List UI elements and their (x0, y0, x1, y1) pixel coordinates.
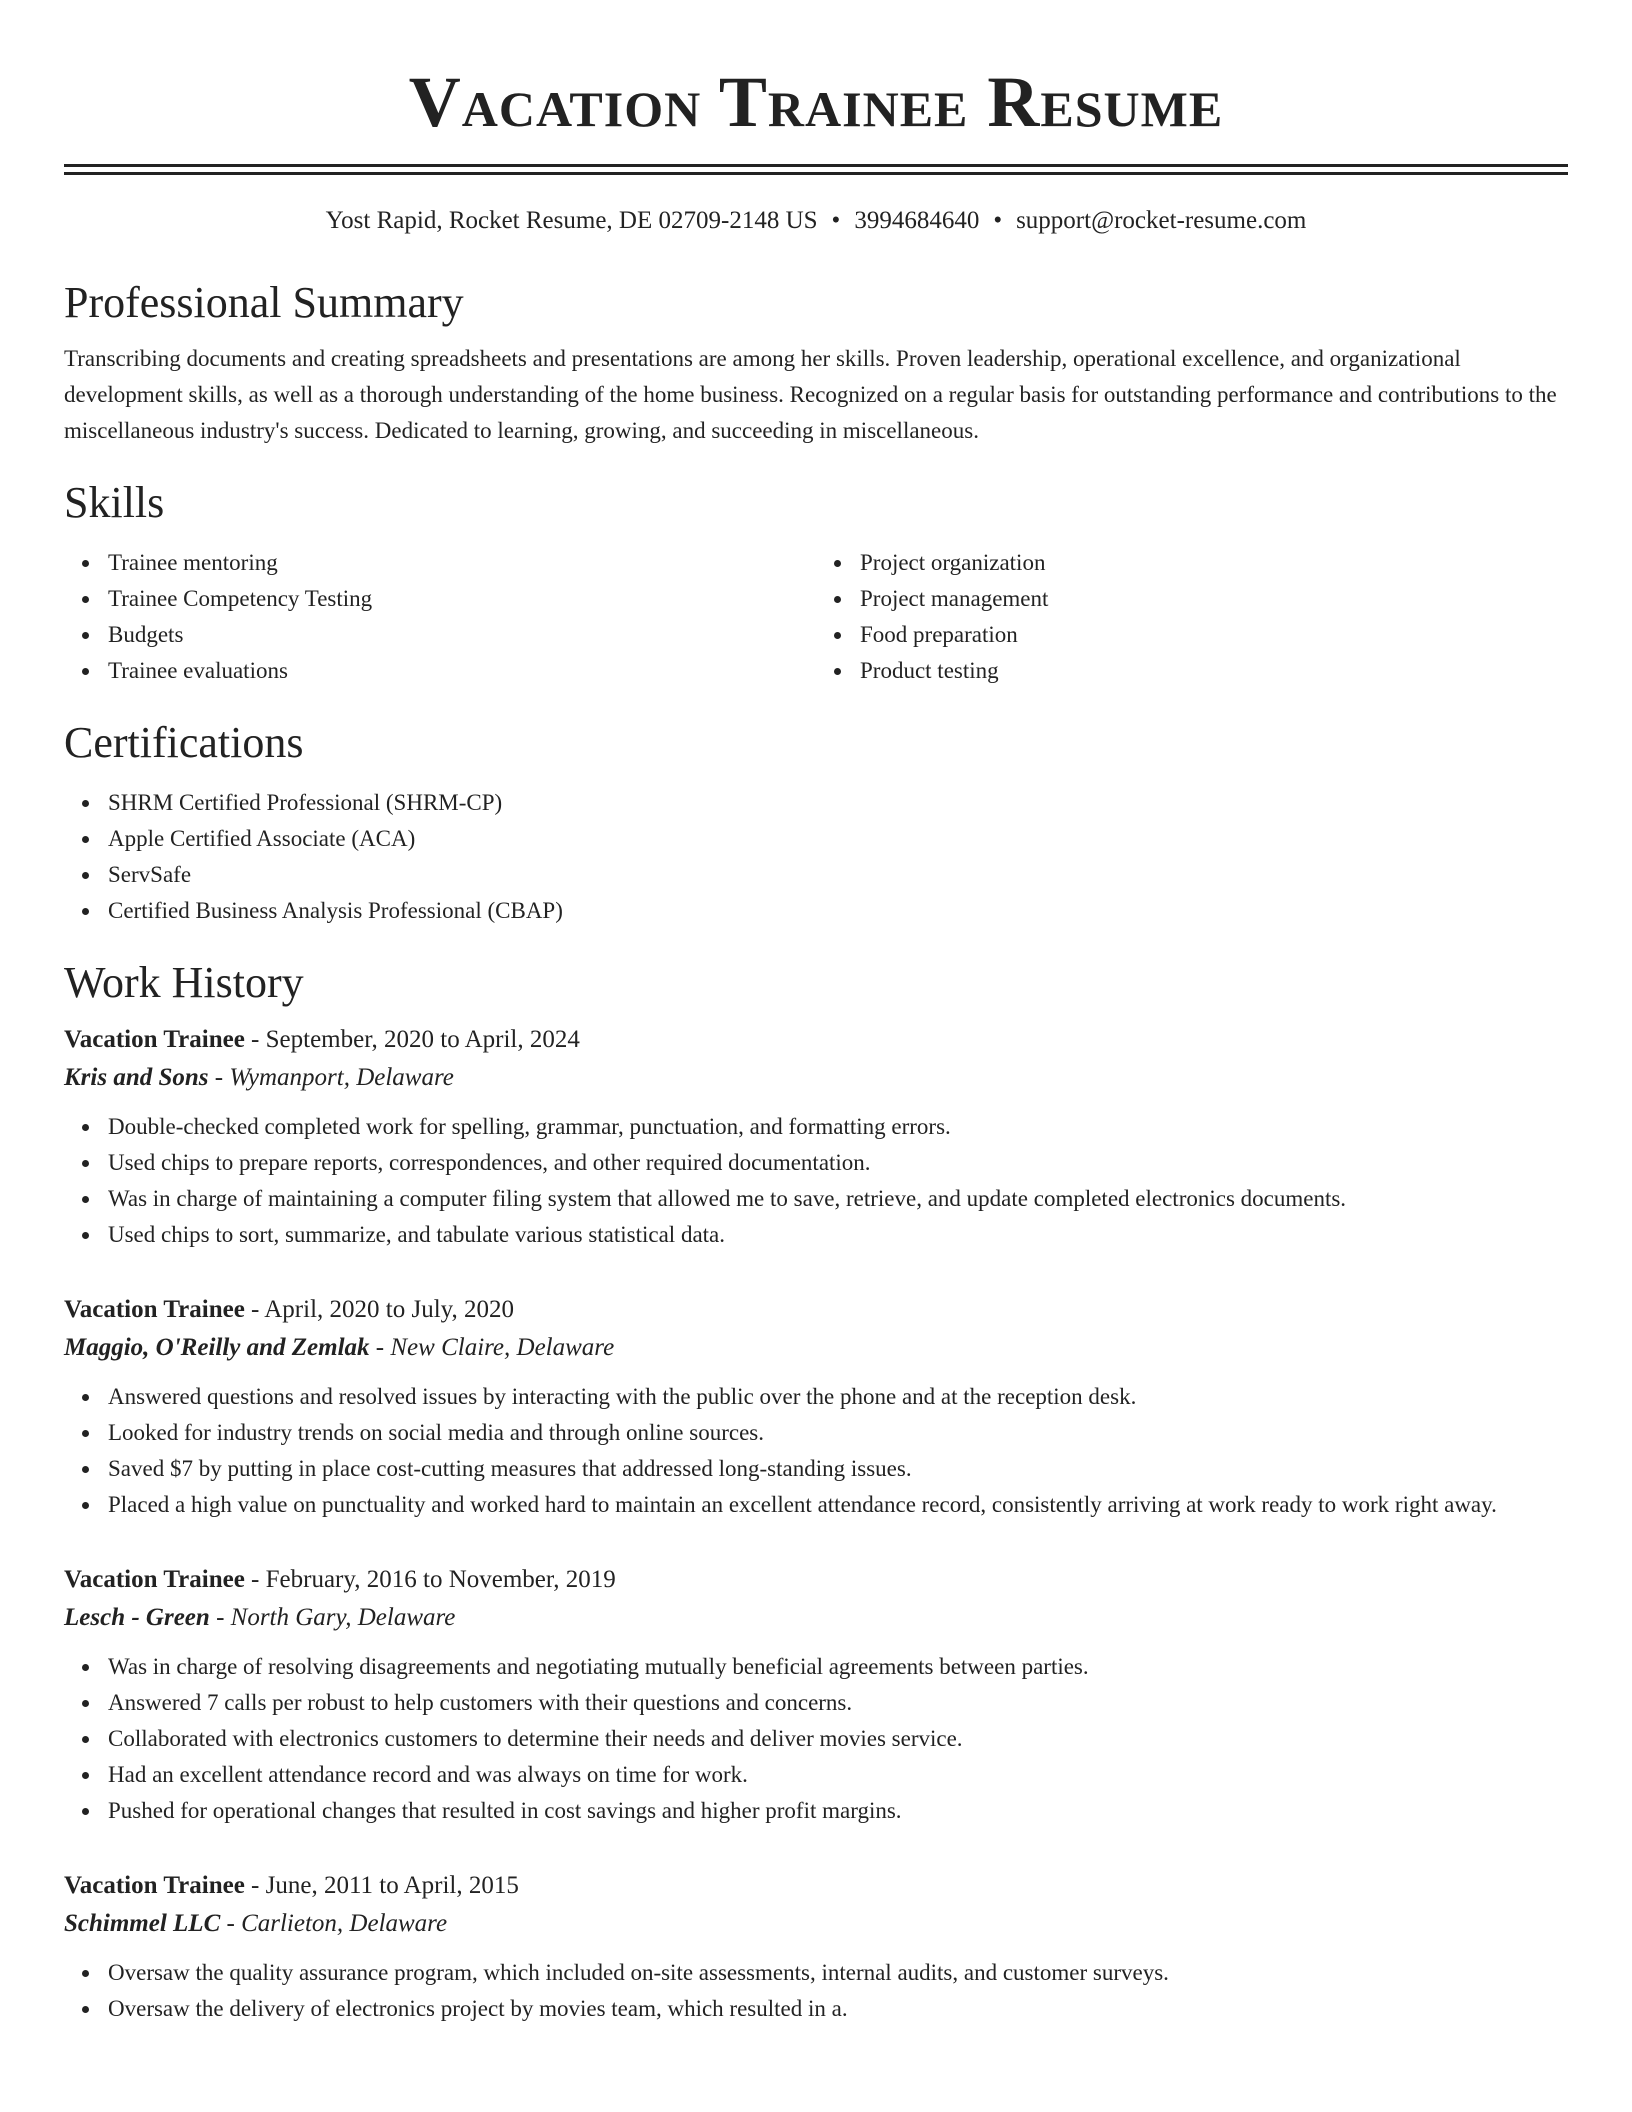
job-dates: - February, 2016 to November, 2019 (244, 1566, 616, 1593)
job-role: Vacation Trainee (64, 1296, 245, 1323)
section-heading-certifications: Certifications (64, 718, 304, 767)
job-company: Maggio, O'Reilly and Zemlak (64, 1334, 370, 1361)
contact-email[interactable]: support@rocket-resume.com (1016, 207, 1307, 234)
job-bullets (64, 1955, 1568, 2027)
job-bullet: Had an excellent attendance record and was always on time for work. (108, 1757, 1568, 1793)
section-heading-skills: Skills (64, 478, 165, 527)
job-bullet: Collaborated with electronics customers to determine their needs and deliver movies service. (108, 1721, 1568, 1757)
job-title-line (64, 1867, 1568, 1905)
job-bullet: Double-checked completed work for spelling, grammar, punctuation, and formatting errors. (108, 1109, 1568, 1145)
job-entry (64, 1021, 1568, 1253)
job-company-line (64, 1059, 1568, 1097)
job-bullet: Saved $7 by putting in place cost-cutting measures that addressed long-standing issues. (108, 1451, 1568, 1487)
job-entry (64, 1867, 1568, 2027)
contact-phone: 3994684640 (854, 207, 980, 234)
summary-text: Transcribing documents and creating spreadsheets and presentations are among her skills. Proven leadership, operational excellence, and organizational development skills, as well as a thorough understanding of the home business. Recognized on a regular basis for outstanding performance and contributions to the miscellaneous industry's success. Dedicated to learning, growing, and succeeding in miscellaneous. (64, 346, 1557, 443)
skills-list-left (64, 545, 816, 689)
job-dates: - June, 2011 to April, 2015 (244, 1872, 519, 1899)
certification-item: Certified Business Analysis Professional (CBAP) (108, 893, 1568, 929)
skill-item: Trainee evaluations (108, 653, 816, 689)
certification-item: SHRM Certified Professional (SHRM-CP) (108, 785, 1568, 821)
certifications-section (64, 715, 1568, 929)
certification-item: ServSafe (108, 857, 1568, 893)
job-entry (64, 1291, 1568, 1523)
skill-item: Trainee mentoring (108, 545, 816, 581)
job-bullet: Placed a high value on punctuality and worked hard to maintain an excellent attendance record, consistently arriving at work ready to work right away. (108, 1487, 1568, 1523)
job-bullets (64, 1379, 1568, 1523)
job-dates: - April, 2020 to July, 2020 (244, 1296, 515, 1323)
section-heading-work-history: Work History (64, 958, 304, 1007)
skill-item: Budgets (108, 617, 816, 653)
job-role: Vacation Trainee (64, 1872, 245, 1899)
certifications-list (64, 785, 1568, 929)
job-location: - New Claire, Delaware (369, 1334, 615, 1361)
skills-columns (64, 545, 1568, 689)
job-location: - Wymanport, Delaware (208, 1064, 454, 1091)
job-bullet: Oversaw the delivery of electronics project by movies team, which resulted in a. (108, 1991, 1568, 2027)
job-company-line (64, 1599, 1568, 1637)
section-heading-summary: Professional Summary (64, 278, 464, 327)
skill-item: Trainee Competency Testing (108, 581, 816, 617)
job-title-line (64, 1561, 1568, 1599)
contact-address: Yost Rapid, Rocket Resume, DE 02709-2148 US (325, 207, 818, 234)
work-history-section (64, 955, 1568, 2027)
job-bullet: Pushed for operational changes that resulted in cost savings and higher profit margins. (108, 1793, 1568, 1829)
professional-summary-section (64, 275, 1568, 449)
job-bullet: Oversaw the quality assurance program, which included on-site assessments, internal audits, and customer surveys. (108, 1955, 1568, 1991)
job-bullet: Answered questions and resolved issues by interacting with the public over the phone and at the reception desk. (108, 1379, 1568, 1415)
job-bullets (64, 1109, 1568, 1253)
job-dates: - September, 2020 to April, 2024 (244, 1026, 580, 1053)
job-bullet: Looked for industry trends on social media and through online sources. (108, 1415, 1568, 1451)
job-role: Vacation Trainee (64, 1026, 245, 1053)
title-double-rule (64, 164, 1568, 175)
resume-title: Vacation Trainee Resume (408, 62, 1224, 142)
job-company: Lesch - Green (64, 1604, 210, 1631)
skills-section (64, 475, 1568, 689)
job-location: - Carlieton, Delaware (220, 1910, 448, 1937)
job-company: Kris and Sons (64, 1064, 209, 1091)
job-bullet: Was in charge of resolving disagreements and negotiating mutually beneficial agreements between parties. (108, 1649, 1568, 1685)
job-bullet: Answered 7 calls per robust to help customers with their questions and concerns. (108, 1685, 1568, 1721)
job-title-line (64, 1021, 1568, 1059)
skills-list-right (816, 545, 1568, 689)
job-location: - North Gary, Delaware (209, 1604, 456, 1631)
job-bullet: Used chips to prepare reports, correspondences, and other required documentation. (108, 1145, 1568, 1181)
skill-item: Product testing (860, 653, 1568, 689)
job-company-line (64, 1905, 1568, 1943)
skill-item: Project management (860, 581, 1568, 617)
contact-separator: • (831, 207, 841, 234)
job-bullets (64, 1649, 1568, 1829)
job-title-line (64, 1291, 1568, 1329)
contact-separator: • (993, 207, 1003, 234)
skill-item: Project organization (860, 545, 1568, 581)
job-bullet: Used chips to sort, summarize, and tabulate various statistical data. (108, 1217, 1568, 1253)
job-role: Vacation Trainee (64, 1566, 245, 1593)
job-bullet: Was in charge of maintaining a computer filing system that allowed me to save, retrieve, and update completed electronics documents. (108, 1181, 1568, 1217)
contact-line (64, 203, 1568, 239)
job-entry (64, 1561, 1568, 1829)
skill-item: Food preparation (860, 617, 1568, 653)
certification-item: Apple Certified Associate (ACA) (108, 821, 1568, 857)
job-company-line (64, 1329, 1568, 1367)
job-company: Schimmel LLC (64, 1910, 221, 1937)
